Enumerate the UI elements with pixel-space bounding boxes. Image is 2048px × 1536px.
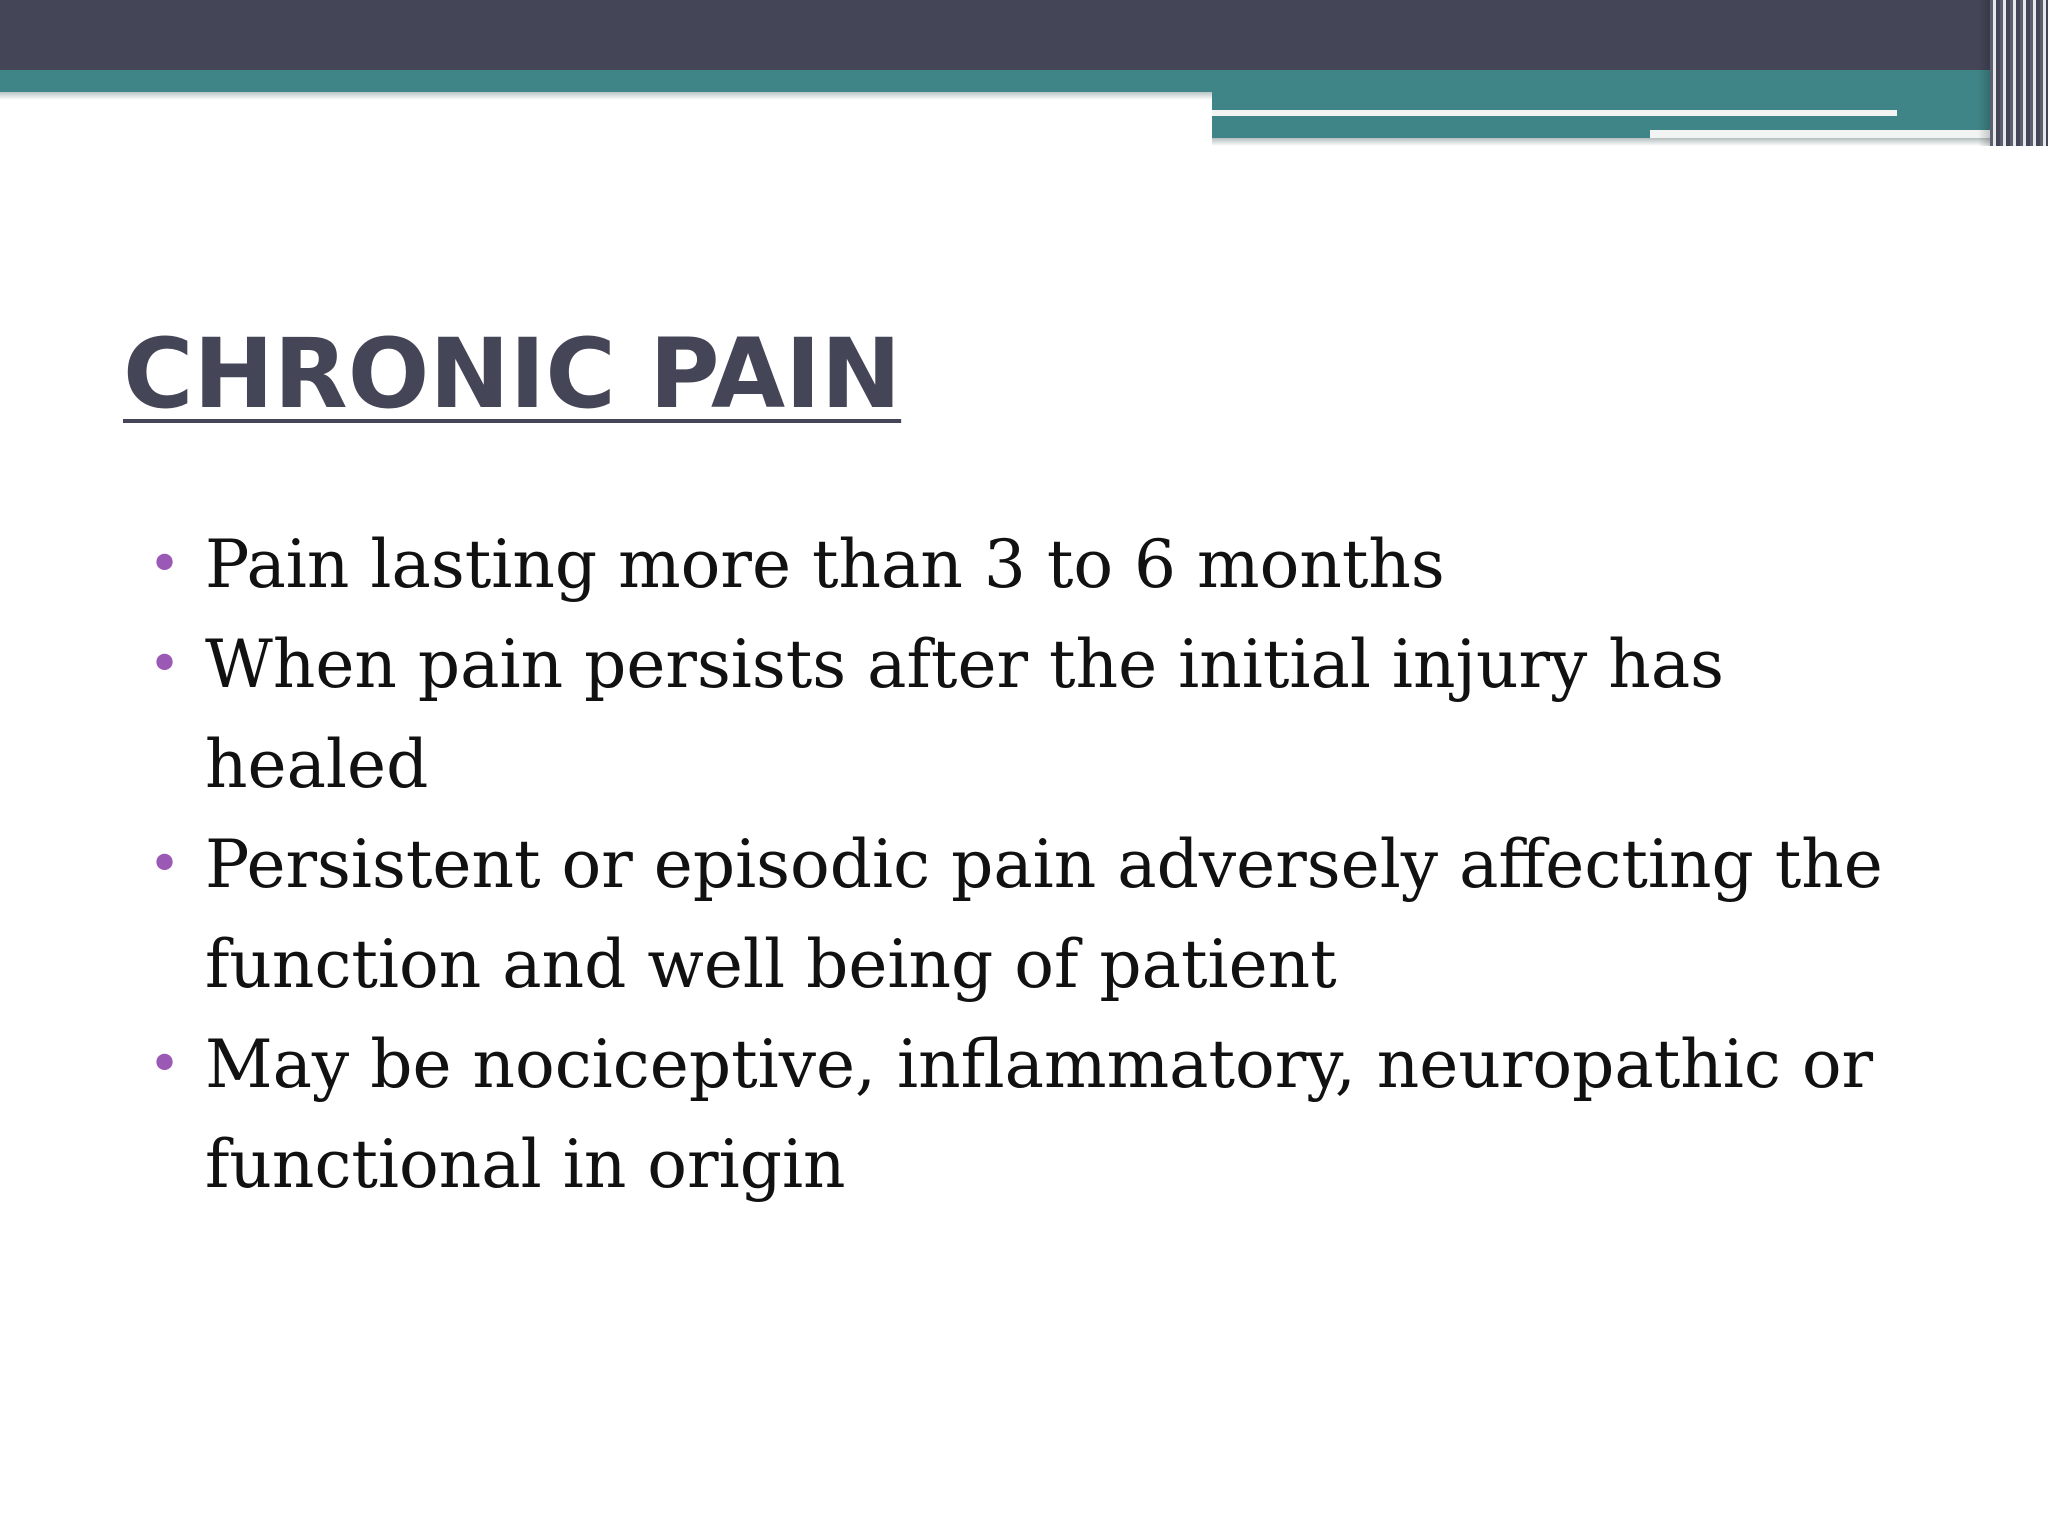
bullet-text: When pain persists after the initial injury has healed <box>205 626 1725 803</box>
bullet-dot-icon: • <box>148 1032 182 1097</box>
header-step-shadow <box>1212 138 2010 146</box>
bullet-dot-icon: • <box>148 632 182 697</box>
header-right-stripes <box>1990 0 2048 146</box>
bullet-text: Persistent or episodic pain adversely affecting the function and well being of patient <box>205 826 1883 1003</box>
list-item <box>148 515 1948 615</box>
bullet-text: May be nociceptive, inflammatory, neuropathic or functional in origin <box>205 1026 1874 1203</box>
header-dark-band <box>0 0 2048 70</box>
list-item <box>148 1015 1948 1215</box>
list-item <box>148 815 1948 1015</box>
slide-title: CHRONIC PAIN <box>123 318 902 430</box>
bullet-text: Pain lasting more than 3 to 6 months <box>205 526 1445 603</box>
header-accent-line-short <box>1650 130 2008 138</box>
bullet-dot-icon: • <box>148 832 182 897</box>
header-right-shadow <box>1978 0 1990 146</box>
header-accent-line <box>1212 110 1897 116</box>
header-shadow <box>0 92 1212 100</box>
bullet-list <box>148 515 1948 1215</box>
list-item <box>148 615 1948 815</box>
header-teal-band <box>0 70 2048 92</box>
bullet-dot-icon: • <box>148 532 182 597</box>
